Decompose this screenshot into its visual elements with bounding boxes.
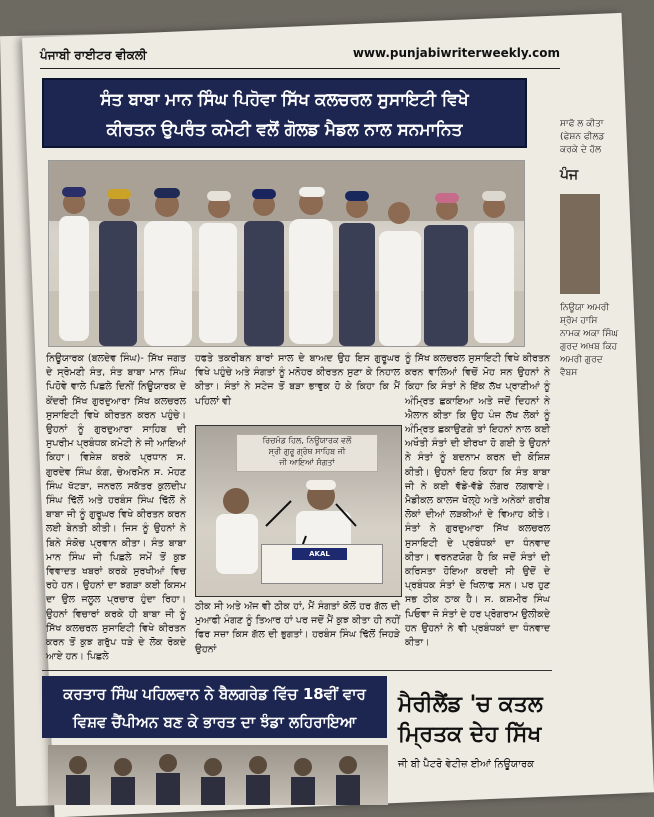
second-headline-line-1: ਕਰਤਾਰ ਸਿੰਘ ਪਹਿਲਵਾਨ ਨੇ ਬੈਲਗਰੇਡ ਵਿੱਚ 18ਵੀਂ ਵਾਰ	[63, 685, 366, 703]
headline-line-2: ਕੀਰਤਨ ਉਪਰੰਤ ਕਮੇਟੀ ਵਲੋਂ ਗੋਲਡ ਮੈਡਲ ਨਾਲ ਸਨਮਾਨਿਤ	[106, 120, 463, 140]
right-snippet-3: ਨਿਊਯਾ ਅਮਰੀ ਸ਼੍ਰੋਮ ਹਾਸਿ ਨਾਮਕ ਅਕਾ ਸਿੰਘ ਗੁਰਦ ਅਖ਼ਬ ਕਿਹ ਅਮਰੀ ਗੁਰਦ ਵੈਬਸ	[560, 303, 619, 378]
banner-line-2: ਸ੍ਰੀ ਗੁਰੂ ਗ੍ਰੰਥ ਸਾਹਿਬ ਜੀ	[268, 447, 346, 456]
article-column-2-top: ਹਫਤੇ ਤਕਰੀਬਨ ਬਾਰਾਂ ਸਾਲ ਦੇ ਬਾਅਦ ਉਹ ਇਸ ਗੁਰੂਘਰ ਵਿਖੇ ਪਹੁੰਚੇ ਅਤੇ ਸੰਗਤਾਂ ਨੂੰ ਮਨੋਹਰ ਕੀਰਤਨ ਸੁਣਾ ਕੇ ਨਿਹਾਲ ਕੀਤਾ। ਸੰਤਾਂ ਨੇ ਸਟੇਜ ਤੋਂ ਬੜਾ ਭਾਵੁਕ ਹੋ ਕੇ ਕਿਹਾ ਕਿ ਮੈਂ ਪਹਿਲਾਂ ਵੀ	[195, 353, 400, 407]
article-column-1: ਨਿਊਯਾਰਕ (ਬਲਦੇਵ ਸਿੰਘ)- ਸਿੱਖ ਜਗਤ ਦੇ ਸ੍ਰੋਮਣੀ ਸੰਤ, ਸੰਤ ਬਾਬਾ ਮਾਨ ਸਿੰਘ ਪਿਹੋਵੇ ਵਾਲੇ ਪਿਛਲੇ ਦਿਨੀਂ ਨਿਊਯਾਰਕ ਦੇ ਕੇਂਦਰੀ ਸਿੱਖ ਗੁਰਦੁਆਰਾ ਸਿੱਖ ਕਲਚਰਲ ਸੁਸਾਇਟੀ ਵਿਖੇ ਕੀਰਤਨ ਕਰਨ ਪਹੁੰਚੇ। ਉਹਨਾਂ ਨੂੰ ਗੁਰਦੁਆਰਾ ਸਾਹਿਬ ਦੀ ਸੁਪਰੀਮ ਪ੍ਰਬੰਧਕ ਕਮੇਟੀ ਨੇ ਜੀ ਆਇਆਂ ਕਿਹਾ। ਵਿਸ਼ੇਸ਼ ਕਰਕੇ ਪ੍ਰਧਾਨ ਸ. ਗੁਰਦੇਵ ਸਿੰਘ ਕੰਗ, ਚੇਅਰਮੈਨ ਸ. ਮੋਹਣ ਸਿੰਘ ਖੱਟੜਾ, ਜਨਰਲ ਸਕੱਤਰ ਕੁਲਦੀਪ ਸਿੰਘ ਢਿੱਲੋਂ ਅਤੇ ਹਰਬੰਸ ਸਿੰਘ ਢਿੱਲੋਂ ਨੇ ਬਾਬਾ ਜੀ ਨੂੰ ਗੁਰੂਘਰ ਵਿਖੇ ਕੀਰਤਨ ਕਰਨ ਲਈ ਬੇਨਤੀ ਕੀਤੀ। ਜਿਸ ਨੂੰ ਉਹਨਾਂ ਨੇ ਬਿਨੇ ਸੰਕੋਚ ਪ੍ਰਵਾਨ ਕੀਤਾ। ਸੰਤ ਬਾਬਾ ਮਾਨ ਸਿੰਘ ਜੀ ਪਿਛਲੇ ਸਮੇਂ ਤੋਂ ਕੁਝ ਵਿਵਾਦਤ ਖਬਰਾਂ ਕਰਕੇ ਸੁਰਖੀਆਂ ਵਿਚ ਰਹੇ ਹਨ। ਉਹਨਾਂ ਦਾ ਝਗੜਾ ਕਈ ਕਿਸਮ ਦਾ ਉਲ ਜਲੂਲ ਪ੍ਰਚਾਰ ਹੁੰਦਾ ਰਿਹਾ। ਉਹਨਾਂ ਵਿਚਾਰਾਂ ਕਰਕੇ ਹੀ ਬਾਬਾ ਜੀ ਨੂੰ ਸਿੱਖ ਕਲਚਰਲ ਸੁਸਾਇਟੀ ਵਿਖੇ ਕੀਰਤਨ ਕਰਨ ਤੋਂ ਕੁਝ ਗਰੁੱਪ ਧੜੇ ਦੇ ਲੋਕ ਰੋਕਦੇ ਆਏ ਹਨ। ਪਿਛਲੇ	[46, 353, 186, 663]
third-headline-line-2: ਮ੍ਰਿਤਕ ਦੇਹ ਸਿੱਖ	[398, 722, 542, 747]
inset-photo	[195, 425, 402, 597]
second-headline-line-2: ਵਿਸ਼ਵ ਚੈਂਪੀਅਨ ਬਣ ਕੇ ਭਾਰਤ ਦਾ ਝੰਡਾ ਲਹਿਰਾਇਆ	[72, 713, 357, 731]
banner-line-1: ਰਿਚਮੰਡ ਹਿਲ, ਨਿਊਯਾਰਕ ਵਲੋਂ	[262, 436, 352, 445]
second-headline	[42, 676, 387, 738]
headline-line-1: ਸੰਤ ਬਾਬਾ ਮਾਨ ਸਿੰਘ ਪਿਹੋਵਾ ਸਿੱਖ ਕਲਚਰਲ ਸੁਸਾਇਟੀ ਵਿਖੇ	[100, 90, 469, 110]
right-column-photo	[560, 194, 600, 294]
website-link[interactable]: www.punjabiwriterweekly.com	[352, 46, 560, 60]
banner-line-3: ਜੀ ਆਇਆਂ ਸੰਗਤਾਂ	[279, 458, 335, 467]
akal-label: AKAL	[292, 548, 347, 560]
third-headline-line-1: ਮੈਰੀਲੈਂਡ 'ਚ ਕਤਲ	[398, 692, 543, 717]
third-story-byline: ਜੀ ਬੀ ਪੈਟਰੋ ਵੇਟੀਜ਼ ਈਆਂ ਨਿਊਯਾਰਕ	[398, 759, 535, 770]
second-story-photo	[48, 745, 388, 805]
right-snippet-1: ਸਾਫੋ ਲ ਕੀਤਾ (ਫੇਸ਼ਨ ਫੀਲਡ ਕਰਕੇ ਦੇ ਹੱਲ	[560, 119, 605, 155]
masthead	[40, 46, 560, 69]
group-photo-illustration	[49, 161, 524, 346]
main-photo	[48, 160, 525, 347]
third-headline	[398, 690, 618, 772]
wrestler-group-illustration	[48, 745, 388, 805]
right-column-snippets	[560, 118, 620, 678]
publication-name: ਪੰਜਾਬੀ ਰਾਈਟਰ ਵੀਕਲੀ	[40, 48, 147, 62]
article-column-3: ਨੂੰ ਸਿੱਖ ਕਲਚਰਲ ਸੁਸਾਇਟੀ ਵਿਖੇ ਕੀਰਤਨ ਕਰਨ ਵਾਲਿਆਂ ਵਿਚੋਂ ਮੋਹ ਸਨ ਉਹਨਾਂ ਨੇ ਕਿਹਾ ਕਿ ਸੰਤਾਂ ਨੇ ਇੱਕ ਲੱਖ ਪ੍ਰਾਣੀਆਂ ਨੂੰ ਅੰਮ੍ਰਿਤ ਛਕਾਇਆ ਅਤੇ ਜਦੋਂ ਦਿਹਨਾਂ ਨੇ ਐਲਾਨ ਕੀਤਾ ਕਿ ਉਹ ਪੰਜ ਲੱਖ ਲੋਕਾਂ ਨੂੰ ਅੰਮ੍ਰਿਤ ਛਕਾਉਣਗੇ ਤਾਂ ਇਹਨਾਂ ਨਾਲ ਕਈ ਅਖੌਤੀ ਸੰਤਾਂ ਦੀ ਈਰਖਾ ਹੋ ਗਈ ਤੇ ਉਹਨਾਂ ਨੇ ਸੰਤਾਂ ਨੂੰ ਬਦਨਾਮ ਕਰਨ ਦੀ ਕੋਸ਼ਿਸ਼ ਕੀਤੀ। ਉਹਨਾਂ ਇਹ ਕਿਹਾ ਕਿ ਸੰਤ ਬਾਬਾ ਜੀ ਨੇ ਕਈ ਵੱਡੇ-ਵੱਡੇ ਲੰਗਰ ਲਗਵਾਏ। ਮੈਡੀਕਲ ਕਾਲਜ ਖੋਲ੍ਹੇ ਅਤੇ ਅਨੇਕਾਂ ਗਰੀਬ ਲੋਕਾਂ ਦੀਆਂ ਲੜਕੀਆਂ ਦੇ ਵਿਆਹ ਕੀਤੇ। ਸੰਤਾਂ ਨੇ ਗੁਰਦੁਆਰਾ ਸਿੱਖ ਕਲਚਰਲ ਸੁਸਾਇਟੀ ਦੇ ਪ੍ਰਬੰਧਕਾਂ ਦਾ ਧੰਨਵਾਦ ਕੀਤਾ। ਵਰਨਣਯੋਗ ਹੈ ਕਿ ਜਦੋਂ ਸੰਤਾਂ ਦੀ ਕਰਿਸਤਾ ਹੋਇਆ ਕਰਦੀ ਸੀ ਉਦੋਂ ਦੇ ਪ੍ਰਬੰਧਕ ਸੰਤਾਂ ਦੇ ਖਿਲਾਫ ਸਨ। ਪਰ ਹੁਣ ਸਭ ਠੀਕ ਠਾਕ ਹੈ। ਸ. ਕਸ਼ਮੀਰ ਸਿੰਘ ਪਿਓਵਾ ਜੋ ਸੰਤਾਂ ਦੇ ਹਰ ਪ੍ਰੋਗਰਾਮ ਉਲੀਕਦੇ ਹਨ ਉਹਨਾਂ ਨੇ ਵੀ ਪ੍ਰਬੰਧਕਾਂ ਦਾ ਧੰਨਵਾਦ ਕੀਤਾ।	[405, 353, 550, 649]
section-divider	[42, 670, 552, 671]
main-headline	[42, 78, 527, 148]
right-snippet-2-heading: ਪੰਜ	[560, 167, 579, 183]
article-column-2-bottom: ਠੀਕ ਸੀ ਅਤੇ ਅੱਜ ਵੀ ਠੀਕ ਹਾਂ, ਮੈਂ ਸੰਗਤਾਂ ਕੋਲੋਂ ਹਰ ਗੱਲ ਦੀ ਮੁਆਫੀ ਮੰਗਣ ਨੂੰ ਤਿਆਰ ਹਾਂ ਪਰ ਜਦੋਂ ਮੈਂ ਕੁਝ ਕੀਤਾ ਹੀ ਨਹੀਂ ਫਿਰ ਸਜ਼ਾ ਕਿਸ ਗੱਲ ਦੀ ਭੁਗਤਾਂ। ਹਰਬੰਸ ਸਿੰਘ ਢਿੱਲੋਂ ਜਿਹੜੇ ਉਹਨਾਂ	[195, 601, 400, 655]
